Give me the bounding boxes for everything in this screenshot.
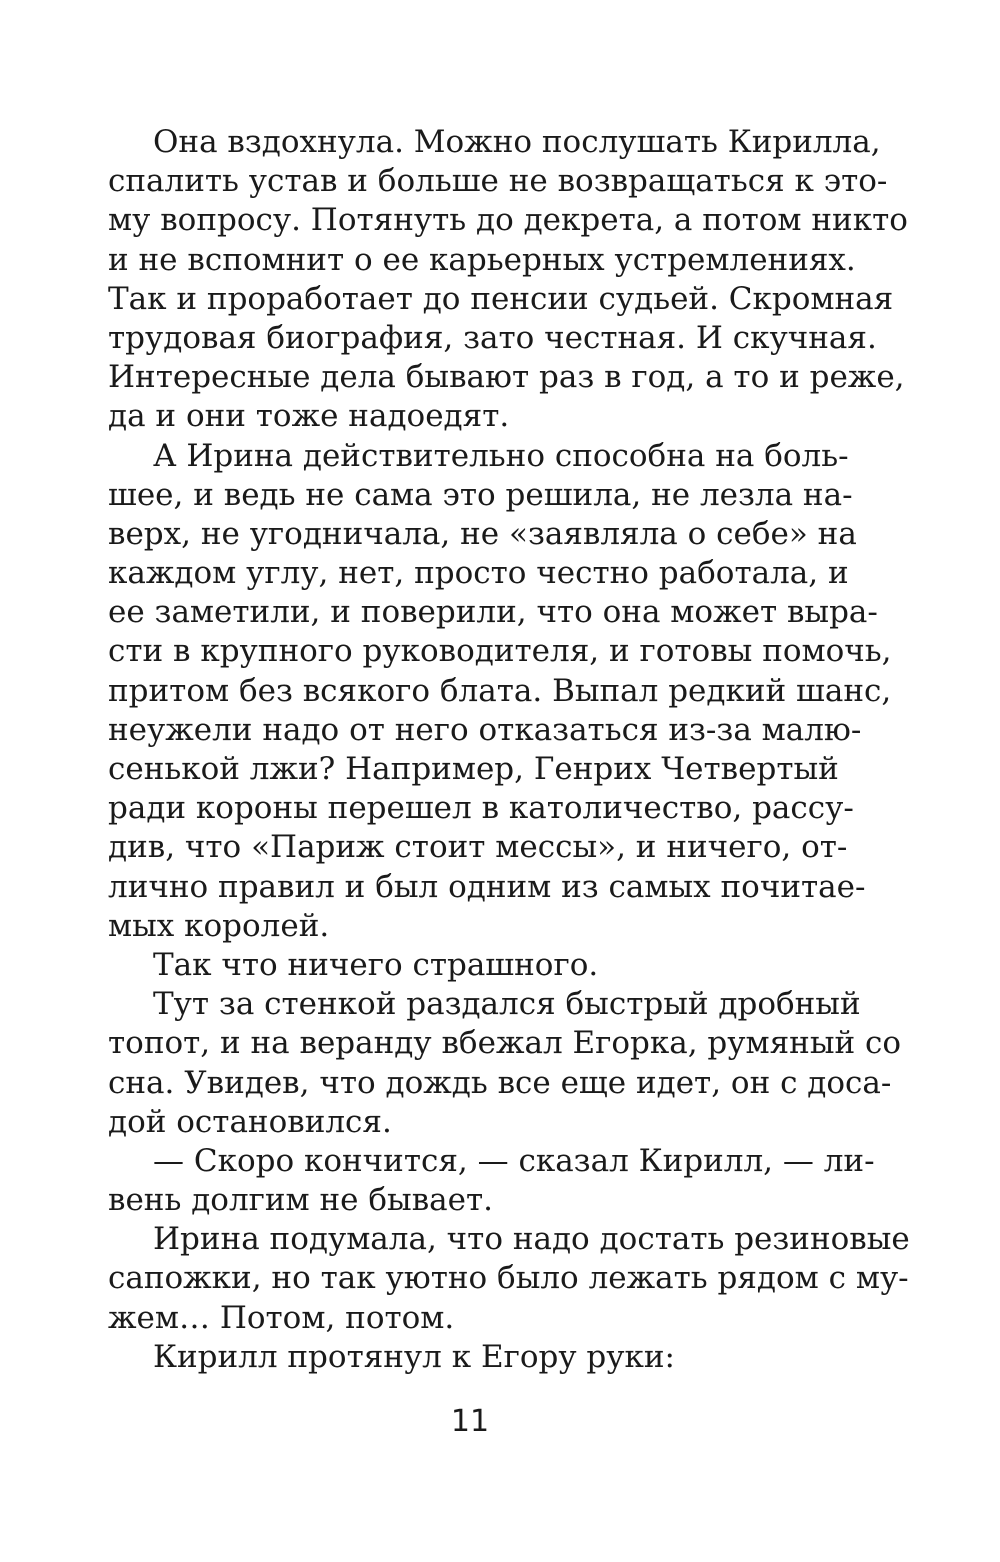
- text-line: спалить устав и больше не возвращаться к это-: [108, 163, 888, 200]
- paragraph: [108, 1142, 875, 1220]
- text-line: вень долгим не бывает.: [108, 1182, 493, 1219]
- text-line: притом без всякого блата. Выпал редкий шанс,: [108, 672, 892, 709]
- paragraph: [108, 985, 902, 1142]
- text-line: ради короны перешел в католичество, рассу-: [108, 790, 854, 827]
- text-line: жем… Потом, потом.: [108, 1299, 455, 1336]
- text-line: и не вспомнит о ее карьерных устремлениях.: [108, 241, 856, 278]
- text-line: лично правил и был одним из самых почитае-: [108, 868, 866, 905]
- paragraph: [108, 123, 908, 437]
- text-line: да и они тоже надоедят.: [108, 398, 510, 435]
- body-text: [108, 123, 910, 1377]
- text-line: му вопросу. Потянуть до декрета, а потом никто: [108, 202, 908, 239]
- text-line: див, что «Париж стоит мессы», и ничего, от-: [108, 829, 848, 866]
- paragraph: [108, 1338, 832, 1377]
- text-line: сенькой лжи? Например, Генрих Четвертый: [108, 751, 839, 787]
- paragraph: [108, 437, 892, 946]
- text-line: Тут за стенкой раздался быстрый дробный: [153, 986, 861, 1023]
- page-number: 11: [450, 1404, 490, 1439]
- text-line: дой остановился.: [108, 1103, 392, 1140]
- text-line: сна. Увидев, что дождь все еще идет, он с доса-: [108, 1064, 892, 1101]
- text-line: мых королей.: [108, 907, 330, 944]
- text-line: Она вздохнула. Можно послушать Кирилла,: [153, 124, 881, 160]
- text-line: топот, и на веранду вбежал Егорка, румяный со: [108, 1025, 902, 1062]
- text-line: Ирина подумала, что надо достать резиновые: [153, 1221, 910, 1258]
- paragraph: [108, 1220, 910, 1338]
- text-line: сти в крупного руководителя, и готовы помочь,: [108, 633, 892, 670]
- text-line: верх, не угодничала, не «заявляла о себе» на: [108, 515, 857, 552]
- text-line: А Ирина действительно способна на боль-: [153, 437, 849, 474]
- text-line: — Скоро кончится, — сказал Кирилл, — ли-: [153, 1142, 875, 1179]
- paragraph: [108, 946, 832, 985]
- text-line: каждом углу, нет, просто честно работала, и: [108, 555, 849, 592]
- text-line: ее заметили, и поверили, что она может выра-: [108, 594, 878, 631]
- text-line: Так что ничего страшного.: [153, 946, 599, 983]
- text-line: шее, и ведь не сама это решила, не лезла на-: [108, 476, 853, 513]
- text-line: неужели надо от него отказаться из-за малю-: [108, 711, 862, 748]
- text-line: трудовая биография, зато честная. И скучная.: [108, 319, 877, 356]
- text-line: Интересные дела бывают раз в год, а то и реже,: [108, 359, 905, 396]
- text-line: Кирилл протянул к Егору руки:: [153, 1338, 675, 1375]
- text-line: Так и проработает до пенсии судьей. Скромная: [108, 280, 894, 317]
- text-line: сапожки, но так уютно было лежать рядом с му-: [108, 1260, 909, 1297]
